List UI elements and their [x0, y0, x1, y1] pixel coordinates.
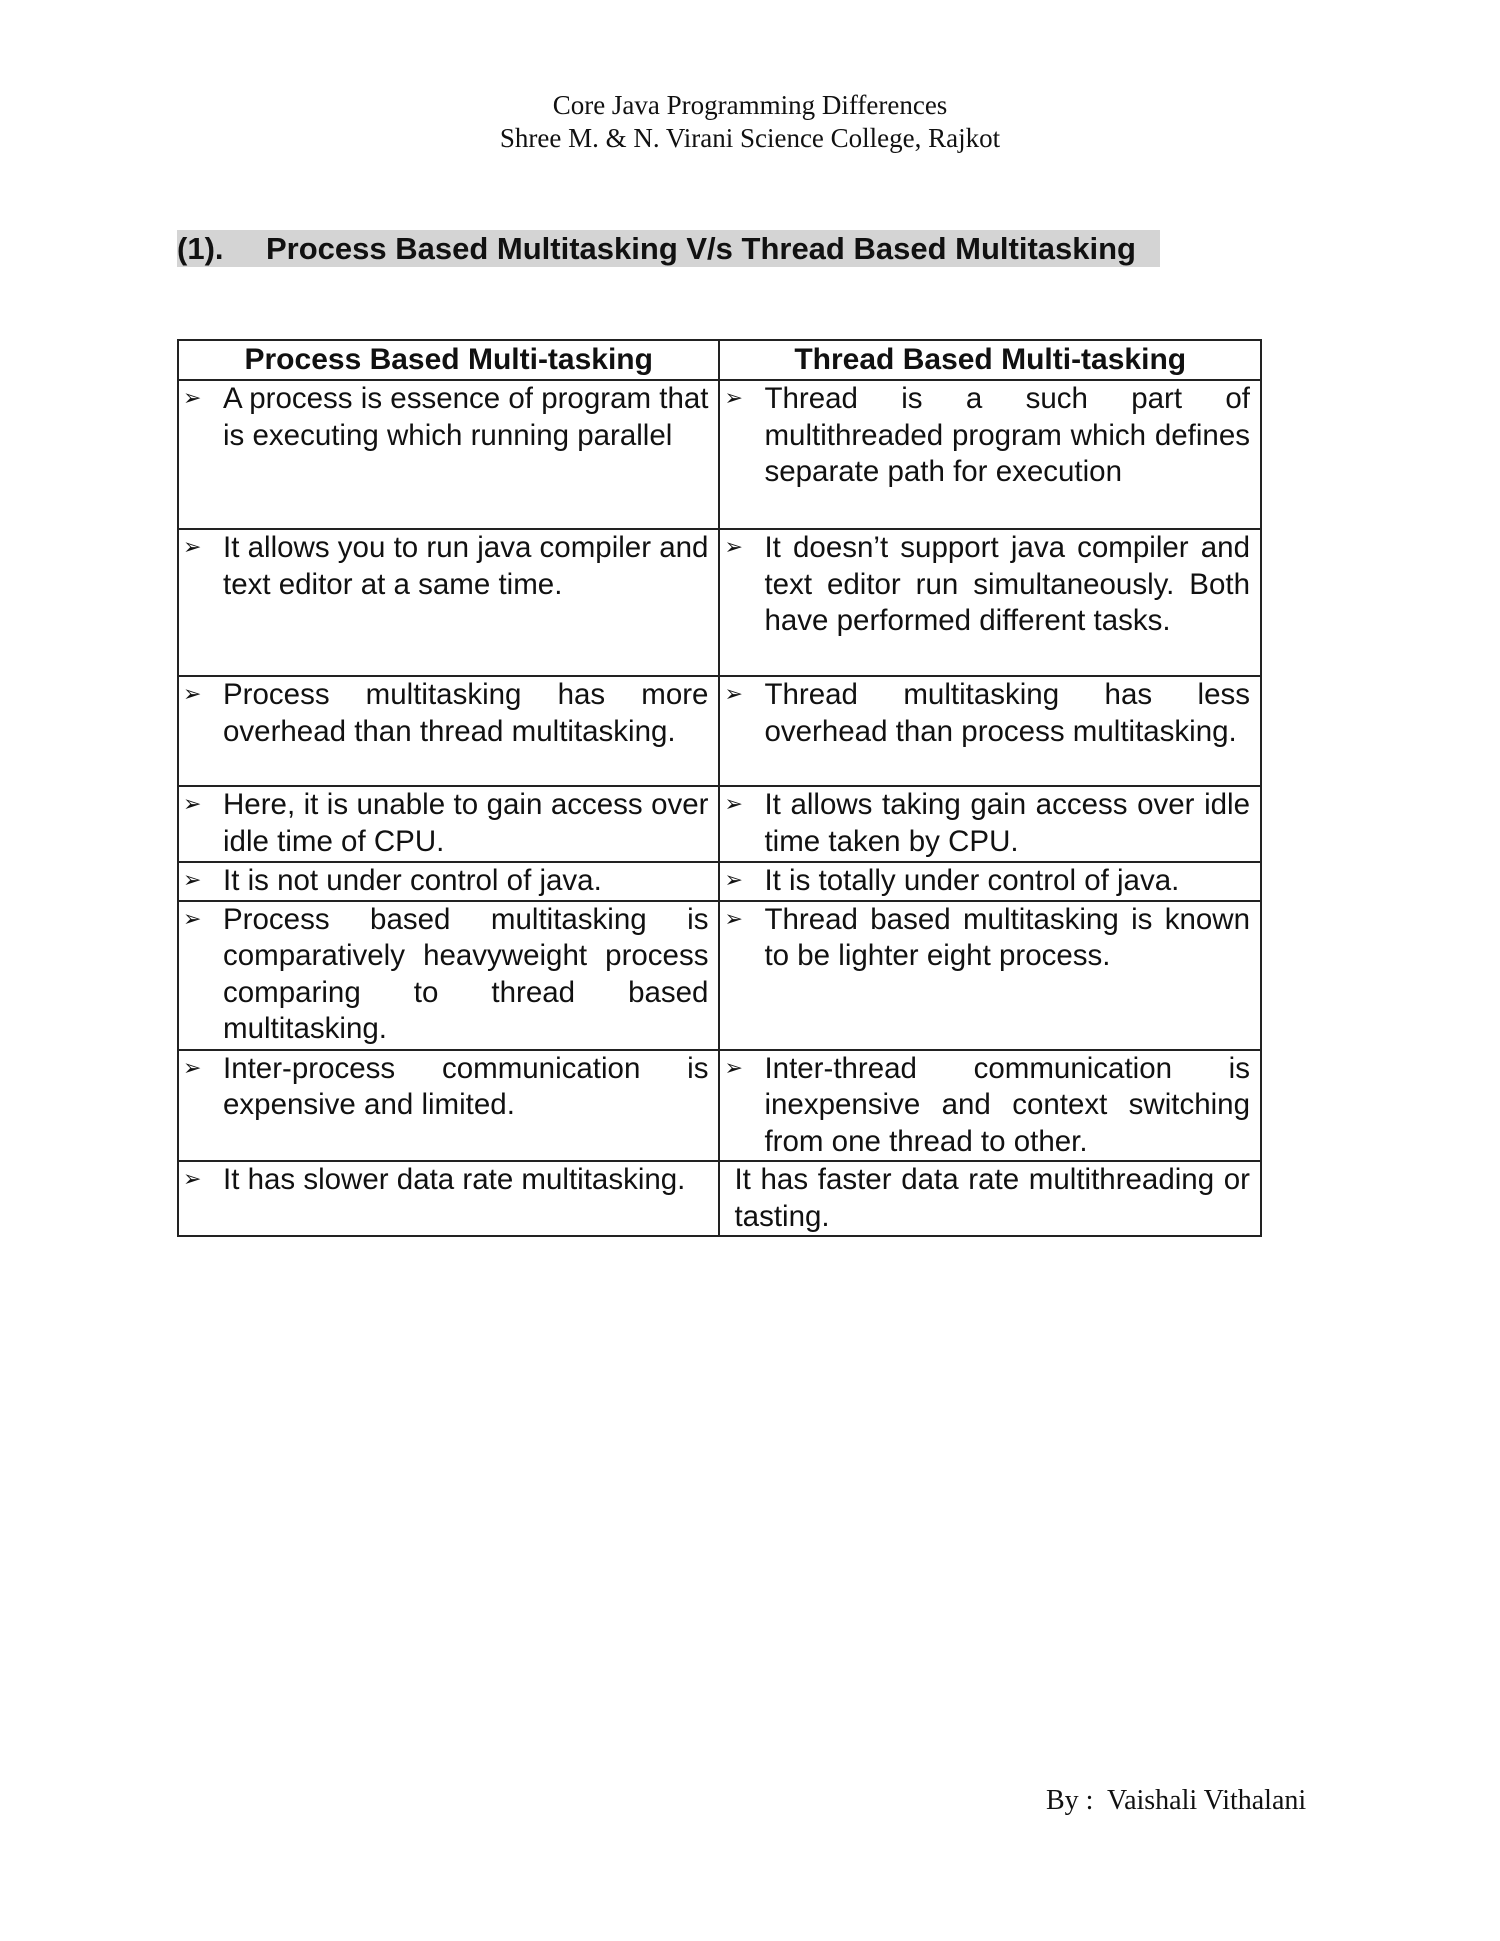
section-title: Process Based Multitasking V/s Thread Based Multitasking [266, 231, 1136, 266]
author-footer: By : Vaishali Vithalani [1046, 1785, 1307, 1816]
column-header-thread: Thread Based Multi-tasking [719, 340, 1261, 380]
cell-text: It has slower data rate multitasking. [223, 1163, 686, 1196]
document-header-title: Core Java Programming Differences [552, 90, 948, 120]
process-cell [178, 901, 719, 1050]
arrow-bullet-icon: ➢ [183, 792, 202, 817]
list-item [183, 530, 708, 603]
list-item [724, 677, 1250, 750]
process-cell [178, 786, 719, 862]
arrow-bullet-icon: ➢ [183, 906, 202, 932]
process-cell [178, 529, 719, 676]
list-item [183, 863, 708, 900]
list-item [183, 381, 708, 454]
section-number: (1). [177, 231, 224, 266]
list-item [724, 1051, 1250, 1161]
process-cell [178, 676, 719, 786]
process-cell [178, 380, 719, 529]
table-row [178, 676, 1261, 786]
arrow-bullet-icon: ➢ [724, 792, 743, 817]
arrow-bullet-icon: ➢ [183, 682, 202, 707]
list-item [183, 677, 708, 750]
list-item [183, 902, 708, 1048]
cell-text: It allows you to run java compiler and text editor at a same time. [223, 531, 709, 601]
cell-text: It has faster data rate multithreading or tasting. [734, 1163, 1250, 1233]
arrow-bullet-icon: ➢ [724, 1055, 743, 1081]
list-item [724, 902, 1250, 975]
cell-text: Inter-process communication is expensive and limited. [223, 1051, 709, 1121]
arrow-bullet-icon: ➢ [724, 868, 743, 893]
cell-text: It doesn’t support java compiler and text editor run simultaneously. Both have performed different tasks. [764, 531, 1250, 637]
thread-cell [719, 676, 1261, 786]
thread-cell [719, 901, 1261, 1050]
thread-cell [719, 380, 1261, 529]
cell-text: Here, it is unable to gain access over idle time of CPU. [223, 788, 709, 858]
list-item [183, 787, 708, 860]
table-row [178, 901, 1261, 1050]
arrow-bullet-icon: ➢ [183, 868, 202, 893]
column-header-process: Process Based Multi-tasking [178, 340, 719, 380]
process-cell [178, 1050, 719, 1162]
cell-text: Process based multitasking is comparatively heavyweight process comparing to thread based multitasking. [223, 902, 709, 1045]
arrow-bullet-icon: ➢ [724, 682, 743, 707]
comparison-table [177, 339, 1262, 1237]
list-item [724, 787, 1250, 860]
table-row [178, 380, 1261, 529]
arrow-bullet-icon: ➢ [183, 535, 202, 560]
arrow-bullet-icon: ➢ [183, 386, 202, 411]
list-item [724, 381, 1250, 491]
table-row [178, 529, 1261, 676]
arrow-bullet-icon: ➢ [183, 1055, 202, 1081]
arrow-bullet-icon: ➢ [183, 1167, 202, 1192]
list-item [724, 1162, 1250, 1235]
cell-text: Thread multitasking has less overhead than process multitasking. [764, 678, 1250, 748]
thread-cell [719, 786, 1261, 862]
list-item [183, 1051, 708, 1124]
table-row [178, 1050, 1261, 1162]
thread-cell [719, 862, 1261, 901]
list-item [724, 530, 1250, 640]
table-row [178, 862, 1261, 901]
process-cell [178, 862, 719, 901]
cell-text: It is not under control of java. [223, 864, 602, 897]
cell-text: A process is essence of program that is executing which running parallel [223, 382, 709, 452]
thread-cell [719, 529, 1261, 676]
arrow-bullet-icon: ➢ [724, 386, 743, 411]
cell-text: Process multitasking has more overhead than thread multitasking. [223, 678, 709, 748]
list-item [724, 863, 1250, 900]
process-cell [178, 1161, 719, 1236]
document-header-college: Shree M. & N. Virani Science College, Rajkot [499, 123, 1001, 153]
cell-text: It allows taking gain access over idle time taken by CPU. [764, 788, 1250, 858]
table-row [178, 1161, 1261, 1236]
thread-cell [719, 1161, 1261, 1236]
arrow-bullet-icon: ➢ [724, 906, 743, 932]
cell-text: Inter-thread communication is inexpensive and context switching from one thread to other. [764, 1051, 1250, 1158]
thread-cell [719, 1050, 1261, 1162]
table-header-row [178, 340, 1261, 380]
section-heading [177, 230, 1160, 267]
cell-text: Thread is a such part of multithreaded program which defines separate path for execution [764, 382, 1250, 488]
cell-text: Thread based multitasking is known to be lighter eight process. [764, 902, 1250, 972]
list-item [183, 1162, 708, 1199]
table-row [178, 786, 1261, 862]
arrow-bullet-icon: ➢ [724, 535, 743, 560]
cell-text: It is totally under control of java. [764, 864, 1180, 897]
